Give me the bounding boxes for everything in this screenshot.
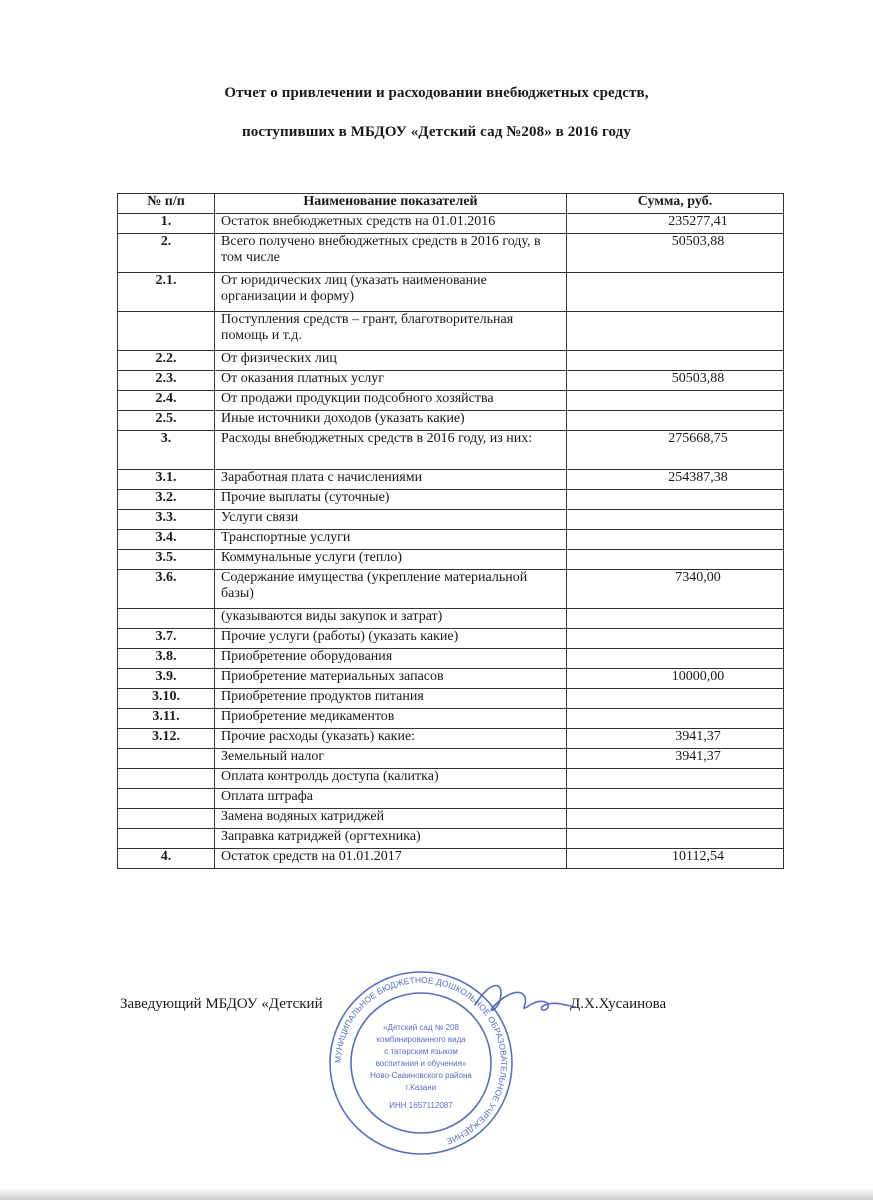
row-sum <box>567 411 784 431</box>
row-name: От юридических лиц (указать наименование организации и форму) <box>215 273 567 312</box>
row-number <box>118 789 215 809</box>
stamp-line: с татарским языком <box>384 1047 458 1056</box>
row-sum: 3941,37 <box>567 749 784 769</box>
header-number: № п/п <box>118 194 215 214</box>
row-sum <box>567 550 784 570</box>
table-row <box>118 470 784 490</box>
row-number: 1. <box>118 214 215 234</box>
stamp-line: Ново-Савиновского района <box>370 1071 472 1080</box>
row-sum <box>567 809 784 829</box>
row-number: 2.5. <box>118 411 215 431</box>
row-number <box>118 749 215 769</box>
row-number: 3.1. <box>118 470 215 490</box>
report-table <box>117 193 784 869</box>
row-number: 3.5. <box>118 550 215 570</box>
row-name: Заправка катриджей (оргтехника) <box>215 829 567 849</box>
row-number: 2.3. <box>118 371 215 391</box>
table-row <box>118 789 784 809</box>
row-number <box>118 609 215 629</box>
row-sum: 7340,00 <box>567 570 784 609</box>
table-row <box>118 273 784 312</box>
row-number <box>118 809 215 829</box>
row-sum <box>567 709 784 729</box>
table-row <box>118 570 784 609</box>
row-name: Коммунальные услуги (тепло) <box>215 550 567 570</box>
table-row <box>118 689 784 709</box>
row-name: Земельный налог <box>215 749 567 769</box>
table-row <box>118 214 784 234</box>
document-title-line2: поступивших в МБДОУ «Детский сад №208» в 2016 году <box>242 124 631 140</box>
row-name: От продажи продукции подсобного хозяйства <box>215 391 567 411</box>
row-name: Оплата штрафа <box>215 789 567 809</box>
row-sum <box>567 789 784 809</box>
table-row <box>118 609 784 629</box>
row-sum <box>567 609 784 629</box>
handwritten-signature-icon <box>470 975 580 1025</box>
row-name: Остаток средств на 01.01.2017 <box>215 849 567 869</box>
table-row <box>118 530 784 550</box>
table-row <box>118 371 784 391</box>
scan-edge <box>0 1188 873 1200</box>
row-name: Приобретение медикаментов <box>215 709 567 729</box>
stamp-line: комбинированного вида <box>376 1035 466 1044</box>
table-row <box>118 729 784 749</box>
row-name: Остаток внебюджетных средств на 01.01.2016 <box>215 214 567 234</box>
row-name: Прочие выплаты (суточные) <box>215 490 567 510</box>
row-name: Заработная плата с начислениями <box>215 470 567 490</box>
row-sum <box>567 490 784 510</box>
table-row <box>118 431 784 470</box>
row-name: Всего получено внебюджетных средств в 2016 году, в том числе <box>215 234 567 273</box>
row-name: Расходы внебюджетных средств в 2016 году, из них: <box>215 431 567 470</box>
stamp-line: воспитания и обучения» <box>375 1059 467 1068</box>
row-name: Оплата контролдь доступа (калитка) <box>215 769 567 789</box>
row-number: 3.3. <box>118 510 215 530</box>
signatory-position: Заведующий МБДОУ «Детский <box>120 996 323 1012</box>
stamp-outer-text: МУНИЦИПАЛЬНОЕ БЮДЖЕТНОЕ ДОШКОЛЬНОЕ ОБРАЗОВАТЕЛЬНОЕ УЧРЕЖДЕНИЕ <box>332 974 510 1147</box>
row-number <box>118 829 215 849</box>
row-sum: 10000,00 <box>567 669 784 689</box>
row-sum <box>567 351 784 371</box>
table-row <box>118 809 784 829</box>
row-number: 3.7. <box>118 629 215 649</box>
table-row <box>118 769 784 789</box>
table-row <box>118 351 784 371</box>
row-name: Приобретение продуктов питания <box>215 689 567 709</box>
row-number: 2.4. <box>118 391 215 411</box>
table-row <box>118 312 784 351</box>
header-sum: Сумма, руб. <box>567 194 784 214</box>
table-header-row <box>118 194 784 214</box>
row-sum <box>567 689 784 709</box>
row-sum: 3941,37 <box>567 729 784 749</box>
row-name: Прочие расходы (указать) какие: <box>215 729 567 749</box>
row-sum <box>567 829 784 849</box>
row-sum: 235277,41 <box>567 214 784 234</box>
table-row <box>118 829 784 849</box>
row-name: От физических лиц <box>215 351 567 371</box>
document-title-line1: Отчет о привлечении и расходовании внебюджетных средств, <box>224 85 649 101</box>
row-sum <box>567 312 784 351</box>
stamp-inn: ИНН 1657112087 <box>389 1101 453 1110</box>
row-name: Услуги связи <box>215 510 567 530</box>
row-name: Приобретение материальных запасов <box>215 669 567 689</box>
table-row <box>118 629 784 649</box>
header-indicator: Наименование показателей <box>215 194 567 214</box>
table-row <box>118 749 784 769</box>
row-name: Приобретение оборудования <box>215 649 567 669</box>
row-number: 3.11. <box>118 709 215 729</box>
row-name: Прочие услуги (работы) (указать какие) <box>215 629 567 649</box>
row-sum: 50503,88 <box>567 234 784 273</box>
table-row <box>118 550 784 570</box>
row-number: 2.1. <box>118 273 215 312</box>
signatory-name: Д.Х.Хусаинова <box>570 996 667 1012</box>
row-number: 3.6. <box>118 570 215 609</box>
table-row <box>118 510 784 530</box>
row-name: Поступления средств – грант, благотворительная помощь и т.д. <box>215 312 567 351</box>
row-sum <box>567 391 784 411</box>
row-number <box>118 312 215 351</box>
table-row <box>118 234 784 273</box>
row-number: 2.2. <box>118 351 215 371</box>
row-sum <box>567 273 784 312</box>
row-number: 3.12. <box>118 729 215 749</box>
row-sum <box>567 629 784 649</box>
stamp-line: г.Казани <box>405 1083 437 1092</box>
row-number: 3.4. <box>118 530 215 550</box>
table-row <box>118 849 784 869</box>
row-name: Содержание имущества (укрепление материальной базы) <box>215 570 567 609</box>
table-row <box>118 411 784 431</box>
table-row <box>118 669 784 689</box>
row-name: От оказания платных услуг <box>215 371 567 391</box>
row-number: 3.10. <box>118 689 215 709</box>
row-sum <box>567 769 784 789</box>
row-number: 3. <box>118 431 215 470</box>
row-sum: 10112,54 <box>567 849 784 869</box>
row-name: Замена водяных катриджей <box>215 809 567 829</box>
row-name: Иные источники доходов (указать какие) <box>215 411 567 431</box>
row-name: Транспортные услуги <box>215 530 567 550</box>
row-sum: 50503,88 <box>567 371 784 391</box>
table-row <box>118 490 784 510</box>
table-row <box>118 709 784 729</box>
row-number <box>118 769 215 789</box>
row-sum: 254387,38 <box>567 470 784 490</box>
table-row <box>118 649 784 669</box>
row-sum <box>567 510 784 530</box>
row-number: 3.9. <box>118 669 215 689</box>
row-name: (указываются виды закупок и затрат) <box>215 609 567 629</box>
stamp-line: «Детский сад № 208 <box>383 1023 459 1032</box>
row-sum <box>567 649 784 669</box>
row-sum: 275668,75 <box>567 431 784 470</box>
row-number: 2. <box>118 234 215 273</box>
row-sum <box>567 530 784 550</box>
row-number: 3.2. <box>118 490 215 510</box>
row-number: 4. <box>118 849 215 869</box>
row-number: 3.8. <box>118 649 215 669</box>
table-row <box>118 391 784 411</box>
